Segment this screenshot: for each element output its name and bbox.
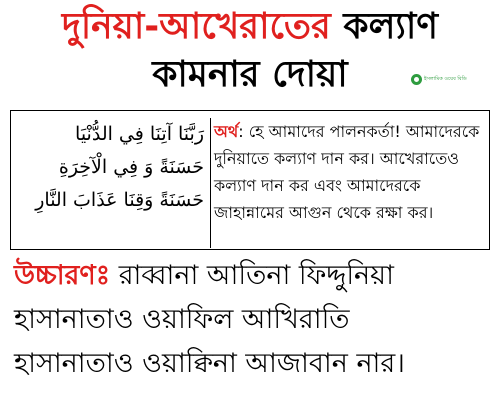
meaning-text: : হে আমাদের পালনকর্তা! আমাদেরকে দুনিয়াতে কল্যাণ দান কর। আখেরাতেও কল্যাণ দান কর এবং আমাদেরকে জাহান্নামের আগুন থেকে রক্ষা কর।	[214, 122, 480, 222]
pronunciation-line-2: হাসানাতাও ওয়াফিল আখিরাতি	[14, 304, 350, 335]
arabic-line-2: حَسَنَةً وَ فِي الْآخِرَةِ	[58, 156, 204, 178]
pronunciation-block	[14, 254, 494, 386]
title-line-1	[0, 4, 500, 50]
leaf-circle-icon	[411, 74, 422, 85]
arabic-dua	[18, 118, 204, 217]
title-highlight: দুনিয়া-আখেরাতের	[61, 6, 331, 47]
meaning-label: অর্থ	[214, 122, 239, 141]
column-divider	[210, 118, 211, 248]
arabic-line-3: حَسَنَةً وَقِنَا عَذَابَ النَّارِ	[35, 189, 204, 211]
title-second-line: কামনার দোয়া	[152, 54, 348, 95]
meaning-block	[214, 118, 492, 226]
pronunciation-label: উচ্চারণঃ	[14, 260, 111, 291]
pronunciation-text-1: রাব্বানা আতিনা ফিদ্দুনিয়া	[118, 260, 394, 291]
pronunciation-line-3: হাসানাতাও ওয়াক্বিনা আজাবান নার।	[14, 348, 405, 379]
pronunciation-line-1	[14, 254, 494, 298]
arabic-line-1: رَبَّنَا آتِنَا فِي الدُّنْيَا	[75, 123, 204, 145]
title-rest: কল্যাণ	[343, 6, 439, 47]
site-logo	[411, 72, 471, 86]
logo-text: ইসলামিক ওয়েব বিডি	[424, 76, 467, 82]
